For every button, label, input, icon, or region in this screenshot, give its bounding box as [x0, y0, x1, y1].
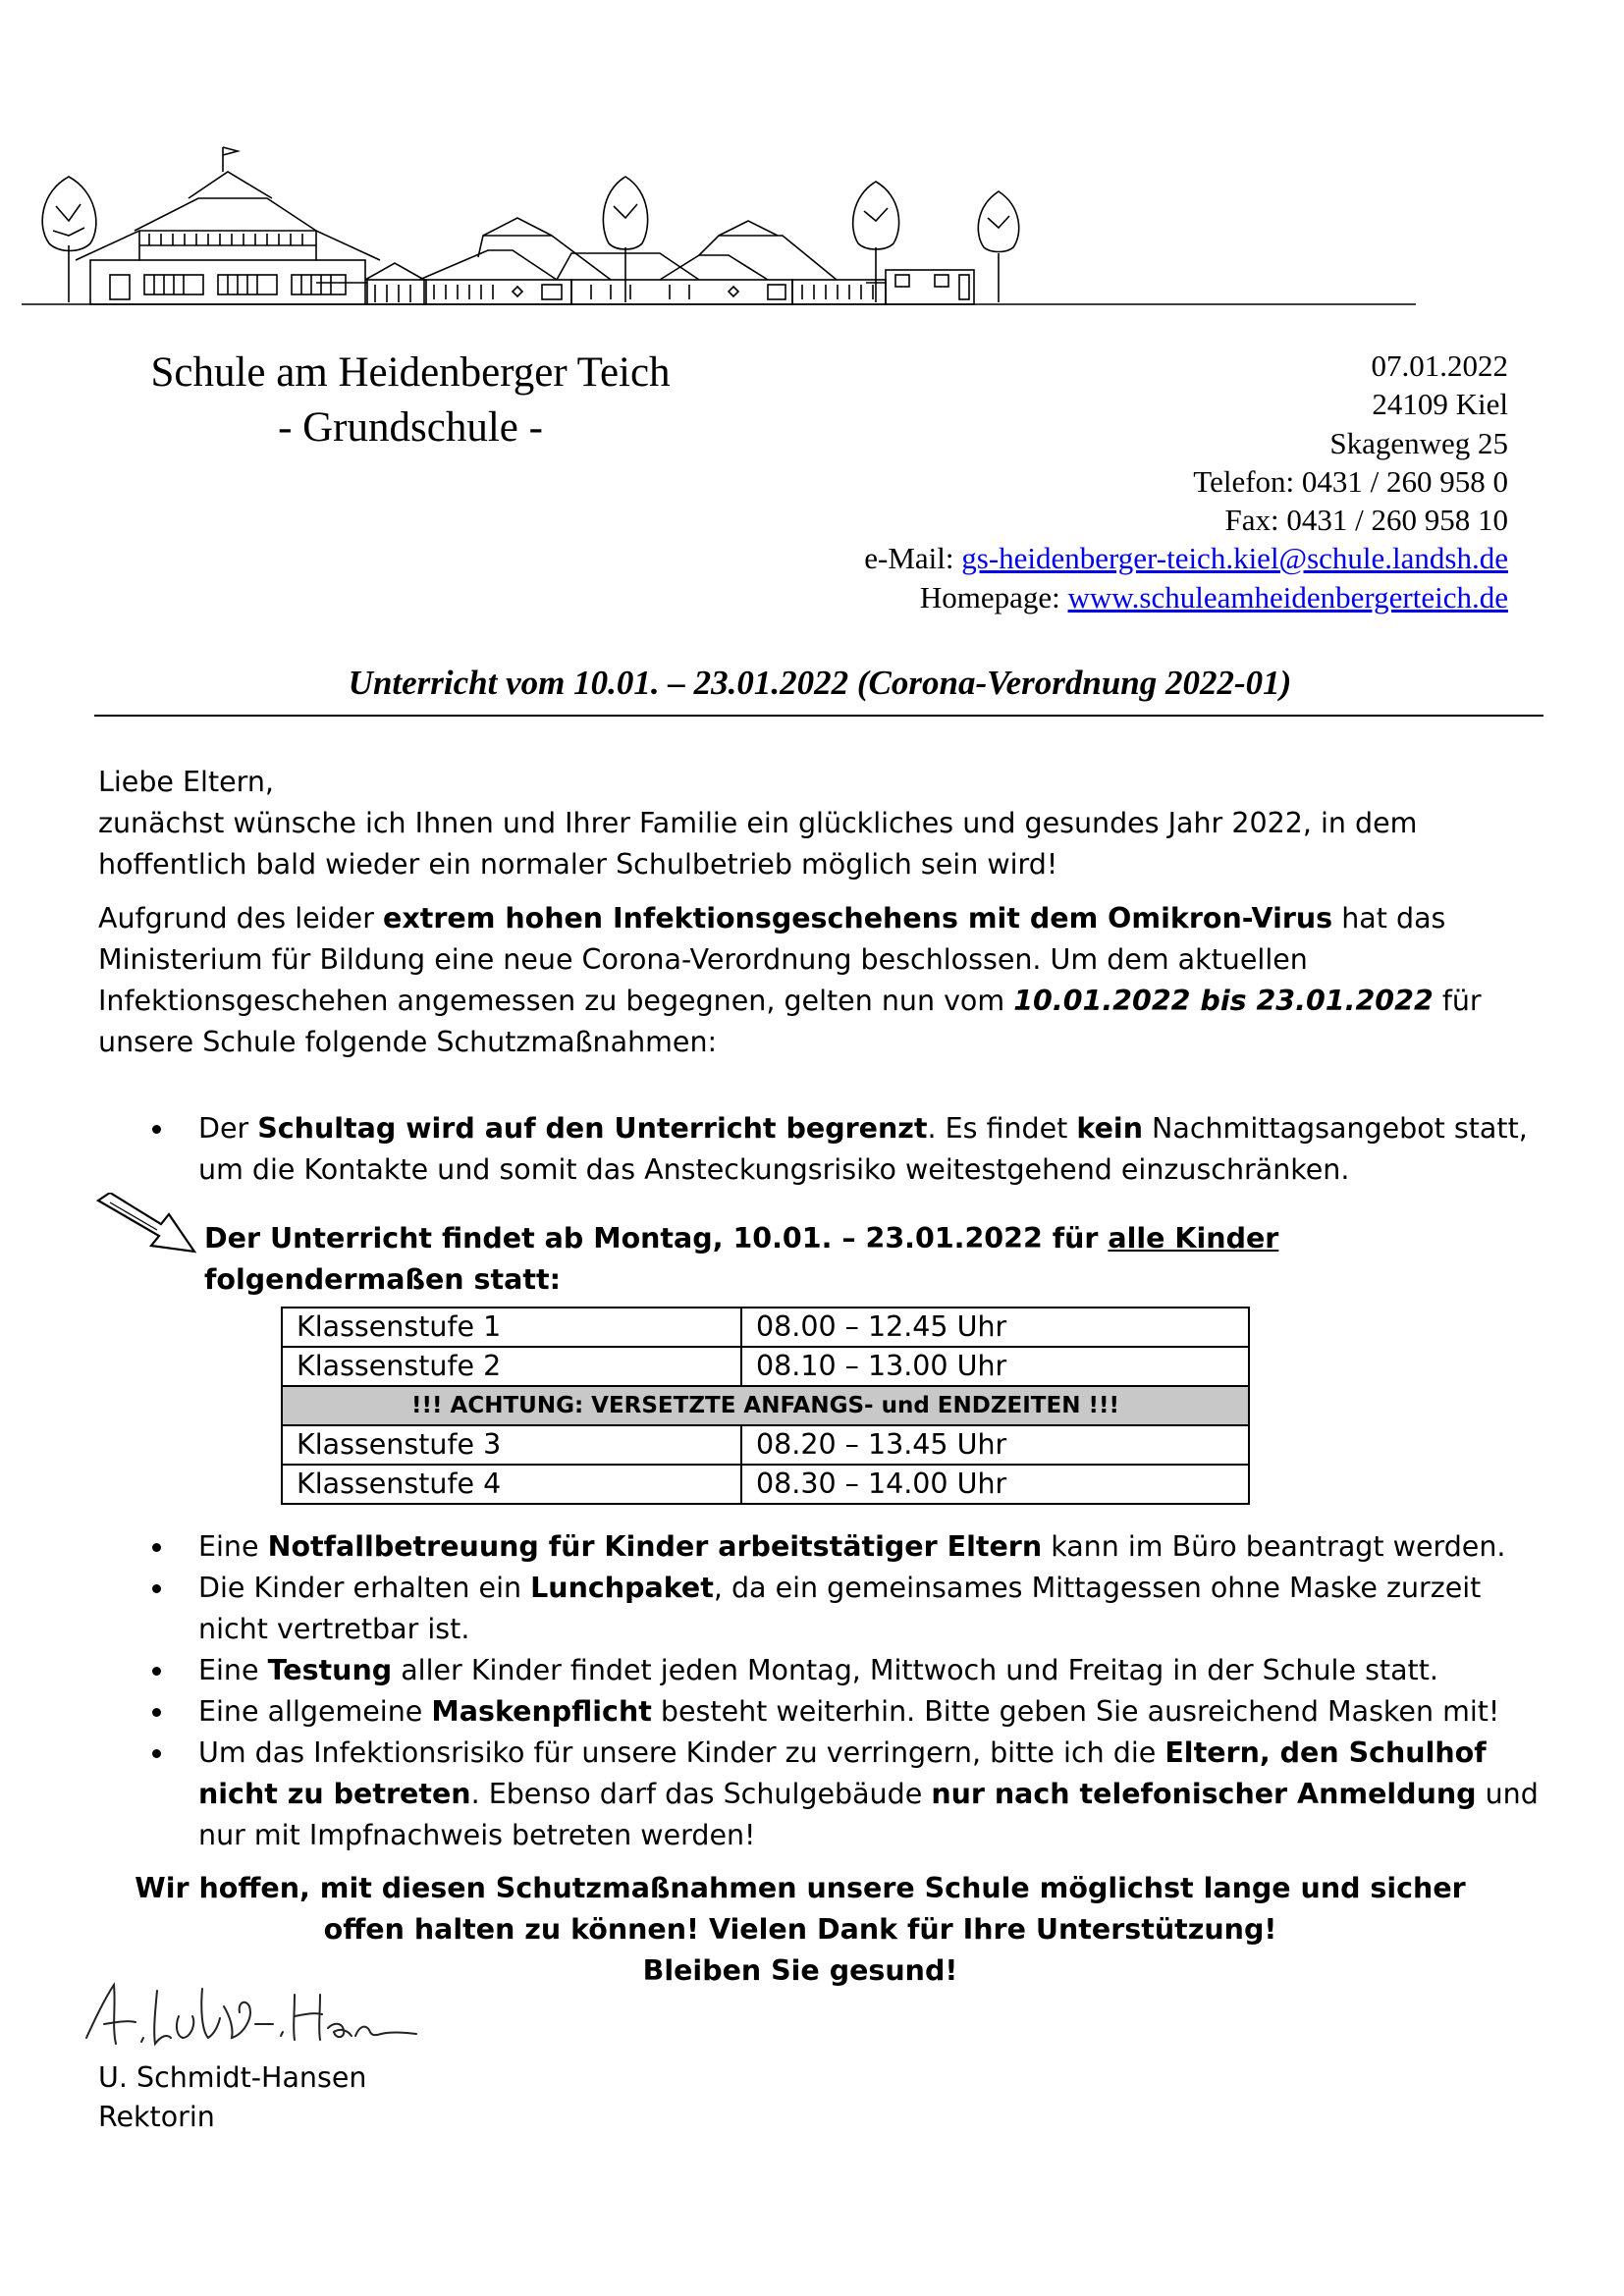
text-run: Aufgrund des leider — [98, 902, 383, 934]
text-run: Eine allgemeine — [198, 1695, 432, 1728]
handwritten-signature — [77, 1977, 430, 2056]
bold-run: Eltern, den Schulhof nicht zu betreten — [198, 1736, 1487, 1810]
bullet-icon — [152, 1749, 161, 1758]
table-row — [282, 1347, 1249, 1386]
text-run: und nur mit Impfnachweis betreten werden! — [198, 1778, 1539, 1851]
tree-icon — [978, 191, 1018, 302]
signer-role: Rektorin — [98, 2101, 215, 2133]
warning-cell: !!! ACHTUNG: VERSETZTE ANFANGS- und ENDZEITEN !!! — [282, 1386, 1249, 1425]
closing-message — [98, 1868, 1542, 1992]
text-run: Nachmittagsangebot statt, um die Kontakte und somit das Ansteckungsrisiko weitestgehend einzuschränken. — [198, 1112, 1528, 1186]
time-cell: 08.00 – 12.45 Uhr — [741, 1308, 1249, 1347]
warning-row — [282, 1386, 1249, 1425]
school-name-line1: Schule am Heidenberger Teich — [150, 349, 671, 396]
bullet-icon — [152, 1543, 161, 1552]
list-item-test — [98, 1650, 1542, 1691]
text-run: , da ein gemeinsames Mittagessen ohne Maske zurzeit nicht vertretbar ist. — [198, 1572, 1482, 1645]
text-run: Der — [198, 1112, 258, 1145]
bold-run: Lunchpaket — [530, 1572, 714, 1604]
contact-block — [864, 347, 1508, 616]
text-run: Um das Infektionsrisiko für unsere Kinder zu verringern, bitte ich die — [198, 1736, 1165, 1769]
table-row — [282, 1308, 1249, 1347]
letter-body — [98, 762, 1542, 1992]
text-run: für unsere Schule folgende Schutzmaßnahmen: — [98, 985, 1482, 1058]
phone-number: Telefon: 0431 / 260 958 0 — [1193, 463, 1508, 499]
text-run: aller Kinder findet jeden Montag, Mittwoch und Freitag in der Schule statt. — [392, 1654, 1438, 1686]
tree-icon — [42, 177, 96, 302]
text-run: Eine — [198, 1530, 268, 1563]
text-run: folgendermaßen statt: — [204, 1263, 561, 1296]
arrow-right-icon — [96, 1193, 198, 1254]
regulation-paragraph — [98, 898, 1542, 1063]
grade-cell: Klassenstufe 1 — [282, 1308, 741, 1347]
email-link[interactable]: gs-heidenberger-teich.kiel@schule.landsh.de — [961, 541, 1508, 576]
list-item-schultag — [98, 1108, 1542, 1191]
postal-city: 24109 Kiel — [1372, 387, 1508, 422]
grade-cell: Klassenstufe 4 — [282, 1465, 741, 1504]
signer-name: U. Schmidt-Hansen — [98, 2061, 367, 2094]
title-divider — [94, 715, 1543, 717]
closing-line3: Bleiben Sie gesund! — [642, 1954, 958, 1987]
email-line — [864, 539, 1508, 577]
connector-building-icon — [316, 263, 426, 304]
bullet-icon — [152, 1125, 161, 1134]
text-run: kann im Büro beantragt werden. — [1042, 1530, 1506, 1563]
date-range-emphasis: 10.01.2022 bis 23.01.2022 — [1013, 985, 1434, 1017]
bold-run: Testung — [267, 1654, 393, 1686]
bold-run: Maskenpflicht — [431, 1695, 652, 1728]
second-building-icon — [419, 218, 699, 304]
text-run: . Ebenso darf das Schulgebäude — [470, 1778, 932, 1810]
signer-block — [98, 2058, 366, 2137]
closing-line1: Wir hoffen, mit diesen Schutzmaßnahmen unsere Schule möglichst lange und sicher — [135, 1872, 1466, 1904]
school-building-sketch — [22, 137, 1426, 314]
grade-cell: Klassenstufe 3 — [282, 1425, 741, 1465]
bold-run: Schultag wird auf den Unterricht begrenzt — [257, 1112, 928, 1145]
letter-date: 07.01.2022 — [1371, 348, 1508, 383]
lesson-schedule-intro — [98, 1218, 1542, 1301]
bold-run: nur nach telefonischer Anmeldung — [931, 1778, 1477, 1810]
text-run: . Es findet — [927, 1112, 1077, 1145]
grade-cell: Klassenstufe 2 — [282, 1347, 741, 1386]
measures-list-2 — [98, 1526, 1542, 1856]
underlined-run: alle Kinder — [1108, 1222, 1279, 1255]
street-address: Skagenweg 25 — [1329, 425, 1508, 460]
new-year-wishes: zunächst wünsche ich Ihnen und Ihrer Familie ein glückliches und gesundes Jahr 2022, in dem hoffentlich bald wieder ein normaler Schulbetrieb möglich sein wird! — [98, 807, 1418, 881]
tree-icon — [853, 182, 899, 302]
text-run: hat das Ministerium für Bildung eine neue Corona-Verordnung beschlossen. Um dem aktuellen Infektionsgeschehen angemessen zu begegnen, gelten nun vom — [98, 902, 1446, 1017]
text-run: besteht weiterhin. Bitte geben Sie ausreichend Masken mit! — [651, 1695, 1500, 1728]
time-cell: 08.20 – 13.45 Uhr — [741, 1425, 1249, 1465]
list-item-schulhof — [98, 1733, 1542, 1856]
document-title: Unterricht vom 10.01. – 23.01.2022 (Corona-Verordnung 2022-01) — [348, 664, 1292, 702]
salutation: Liebe Eltern, — [98, 766, 274, 798]
time-cell: 08.30 – 14.00 Uhr — [741, 1465, 1249, 1504]
bullet-icon — [152, 1708, 161, 1717]
bold-run: kein — [1076, 1112, 1143, 1145]
table-row — [282, 1465, 1249, 1504]
school-name-line2: - Grundschule - — [278, 404, 543, 451]
fax-number: Fax: 0431 / 260 958 10 — [1224, 503, 1508, 538]
text-run: Eine — [198, 1654, 268, 1686]
bold-run: extrem hohen Infektionsgeschehens mit dem Omikron-Virus — [382, 902, 1333, 934]
time-cell: 08.10 – 13.00 Uhr — [741, 1347, 1249, 1386]
closing-line2: offen halten zu können! Vielen Dank für Ihre Unterstützung! — [323, 1913, 1277, 1946]
bullet-icon — [152, 1584, 161, 1593]
school-name — [116, 346, 705, 455]
email-label: e-Mail: — [864, 541, 962, 576]
tree-icon — [603, 177, 647, 302]
bold-run: Notfallbetreuung für Kinder arbeitstätiger Eltern — [267, 1530, 1043, 1563]
measures-list-1 — [98, 1108, 1542, 1191]
homepage-label: Homepage: — [919, 579, 1068, 614]
text-run: Die Kinder erhalten ein — [198, 1572, 531, 1604]
bullet-icon — [152, 1667, 161, 1676]
list-item-maske — [98, 1691, 1542, 1733]
list-item-lunch — [98, 1568, 1542, 1650]
third-building-icon — [571, 221, 886, 304]
text-run: Der Unterricht findet ab Montag, 10.01. – 23.01.2022 für — [204, 1222, 1109, 1255]
homepage-line — [864, 578, 1508, 616]
annex-building-icon — [866, 270, 974, 304]
table-row — [282, 1425, 1249, 1465]
homepage-link[interactable]: www.schuleamheidenbergerteich.de — [1067, 579, 1508, 614]
schedule-table — [281, 1307, 1250, 1505]
list-item-notfall — [98, 1526, 1542, 1568]
main-building-icon — [76, 147, 380, 304]
